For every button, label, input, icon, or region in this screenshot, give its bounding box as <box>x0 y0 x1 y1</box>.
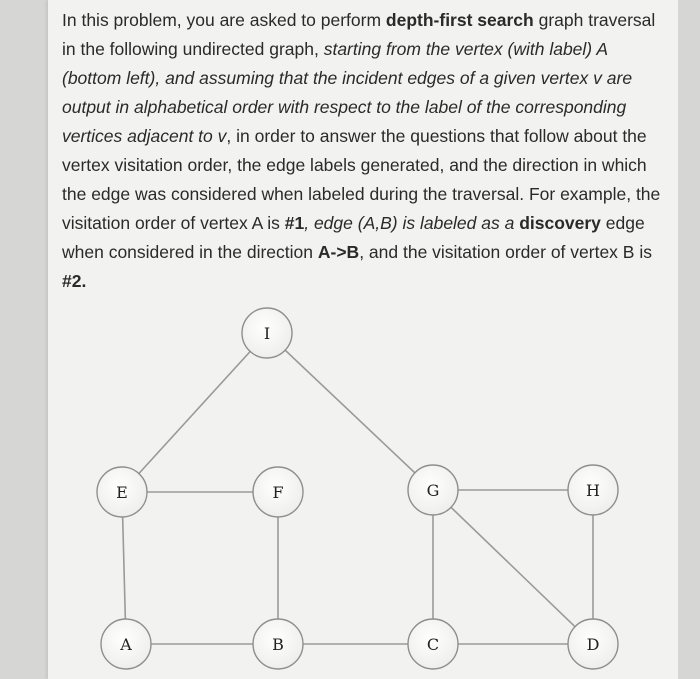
edge-G-D <box>433 490 593 644</box>
vertex-D <box>568 619 618 669</box>
graph-diagram <box>48 0 678 679</box>
vertex-C <box>408 619 458 669</box>
vertex-label: B <box>272 635 284 654</box>
vertex-label: C <box>426 635 440 654</box>
vertex-I <box>242 308 292 358</box>
vertex-label: D <box>586 635 600 654</box>
vertex-F <box>253 467 303 517</box>
vertex-H <box>568 465 618 515</box>
problem-card <box>48 0 678 679</box>
vertex-E <box>97 467 147 517</box>
vertex-label: G <box>426 481 440 500</box>
vertex-label: A <box>120 635 132 654</box>
problem-statement: In this problem, you are asked to perform depth-first search graph traversal in the following undirected graph, starting from the vertex (with label) A (bottom left), and assuming that the incident edges of a given vertex v are output in alphabetical order with respect to the label of the corresponding vertices adjacent to v, in order to answer the questions that follow about the vertex visitation order, the edge labels generated, and the direction in which the edge was considered when labeled during the traversal. For example, the visitation order of vertex A is #1, edge (A,B) is labeled as a discovery edge when considered in the direction A->B, and the visitation order of vertex B is #2. <box>62 10 661 291</box>
vertex-label: I <box>263 324 271 343</box>
vertex-label: F <box>272 483 284 502</box>
vertex-label: H <box>586 481 600 500</box>
vertex-label: E <box>116 483 128 502</box>
vertex-G <box>408 465 458 515</box>
edge-I-G <box>267 333 433 490</box>
vertex-B <box>253 619 303 669</box>
vertex-A <box>101 619 151 669</box>
edge-I-E <box>122 333 267 492</box>
